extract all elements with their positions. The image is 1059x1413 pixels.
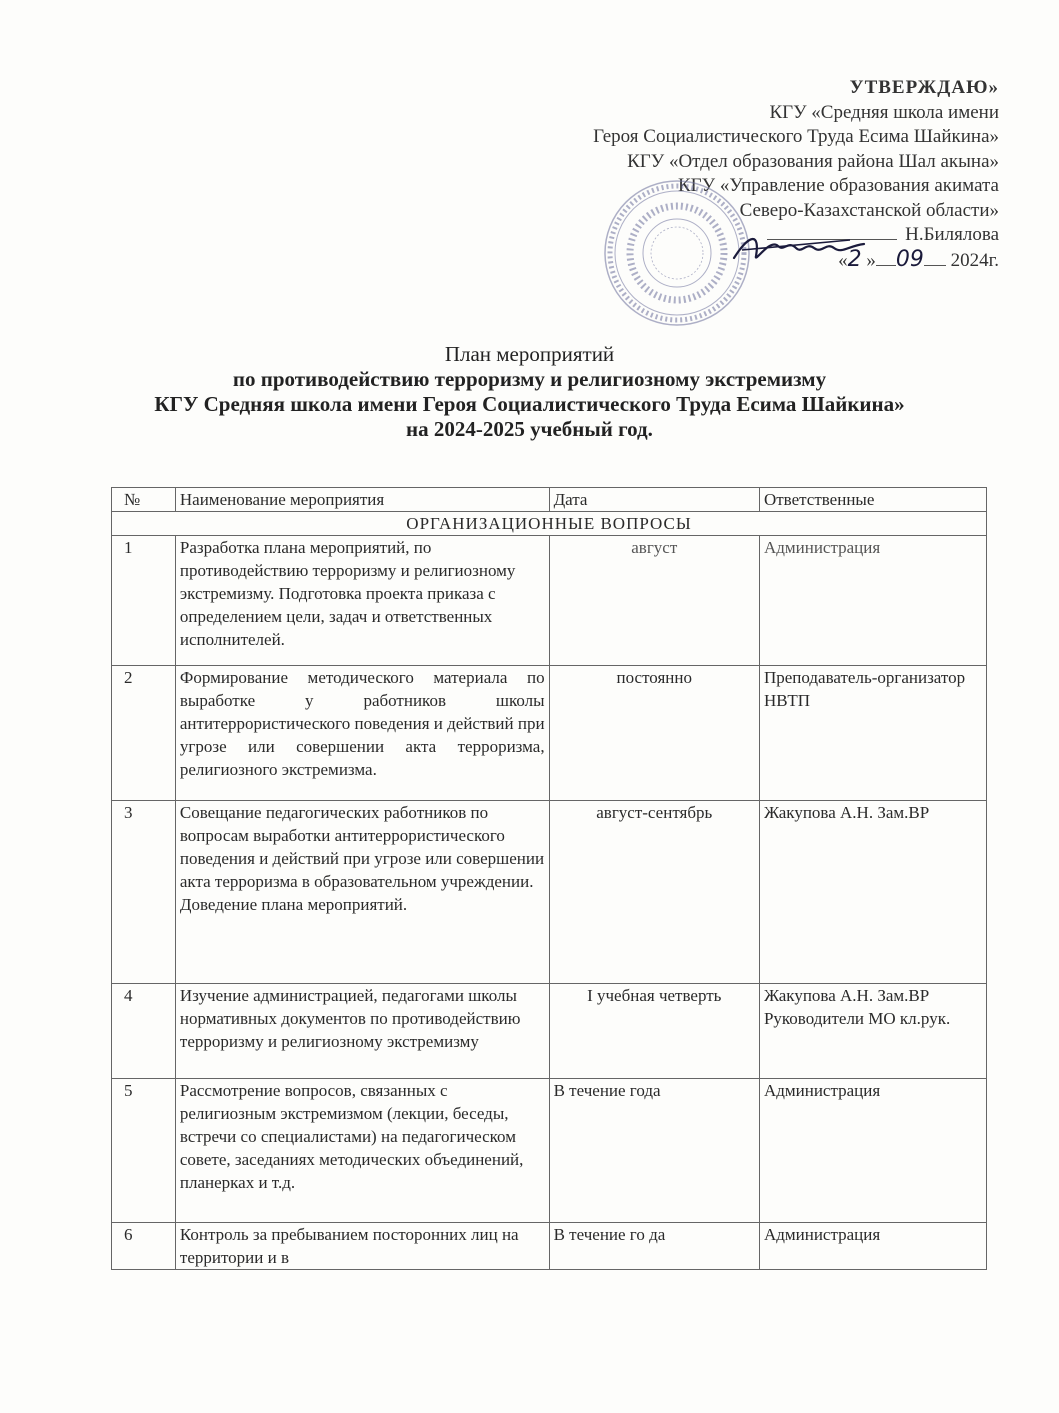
date-day: 2	[847, 246, 862, 272]
row-name: Разработка плана мероприятий, по противодействию терроризму и религиозному экстремизму. Подготовка проекта приказа с определением цели, задач и ответственных исполнителей.	[175, 536, 549, 666]
approval-line: Северо-Казахстанской области»	[739, 199, 999, 221]
table-row	[112, 1223, 987, 1270]
header-name: Наименование мероприятия	[175, 488, 549, 512]
row-name: Контроль за пребыванием посторонних лиц на территории и в	[175, 1223, 549, 1270]
approval-line: КГУ «Отдел образования района Шал акына»	[627, 150, 999, 172]
row-date: В течение го да	[549, 1223, 759, 1270]
row-name: Совещание педагогических работников по вопросам выработки антитеррористического поведения и действий при угрозе или совершении акта терроризма в образовательном учреждении. Доведение плана мероприятий.	[175, 801, 549, 984]
date-month: 09	[895, 246, 924, 272]
table-row	[112, 984, 987, 1079]
plan-title-line-2: по противодействию терроризму и религиозному экстремизму	[232, 367, 827, 391]
row-name: Изучение администрацией, педагогами школы нормативных документов по противодействию терроризму и религиозному экстремизму	[175, 984, 549, 1079]
row-num: 6	[112, 1223, 176, 1270]
plan-title-line-1: План мероприятий	[444, 342, 615, 366]
row-num: 1	[112, 536, 176, 666]
plan-title	[150, 342, 909, 442]
signatory-name: Н.Билялова	[905, 224, 999, 245]
row-date: В течение года	[549, 1079, 759, 1223]
row-date: август-сентябрь	[549, 801, 759, 984]
row-responsible: Администрация	[759, 1079, 986, 1223]
approval-line: Героя Социалистического Труда Есима Шайкина»	[593, 126, 999, 147]
approval-block	[593, 76, 999, 273]
approval-date	[593, 248, 999, 274]
row-date: постоянно	[549, 666, 759, 801]
table-row	[112, 666, 987, 801]
row-date: I учебная четверть	[549, 984, 759, 1079]
row-name: Формирование методического материала по выработке у работников школы антитеррористического поведения и действий при угрозе или совершении акта терроризма, религиозного экстремизма.	[175, 666, 549, 801]
row-responsible: Администрация	[759, 1223, 986, 1270]
row-num: 3	[112, 801, 176, 984]
date-close-quote: »	[866, 249, 876, 271]
plan-title-line-3: КГУ Средняя школа имени Героя Социалистического Труда Есима Шайкина» на 2024-2025 учебный год.	[154, 392, 905, 441]
table-row	[112, 801, 987, 984]
section-title: ОРГАНИЗАЦИОННЫЕ ВОПРОСЫ	[112, 512, 987, 536]
approval-line: КГУ «Средняя школа имени	[769, 101, 999, 123]
row-name: Рассмотрение вопросов, связанных с религиозным экстремизмом (лекции, беседы, встречи со специалистами) на педагогическом совете, заседаниях методических объединений, планерках и т.д.	[175, 1079, 549, 1223]
date-year: 2024г.	[950, 249, 999, 271]
table-header-row	[112, 488, 987, 512]
row-responsible: Администрация	[759, 536, 986, 666]
row-responsible: Жакупова А.Н. Зам.ВР	[759, 801, 986, 984]
date-open-quote: «	[838, 249, 848, 271]
table-row	[112, 536, 987, 666]
approval-line: КГУ «Управление образования акимата	[677, 175, 999, 196]
approval-title: УТВЕРЖДАЮ»	[849, 77, 999, 98]
header-responsible: Ответственные	[759, 488, 986, 512]
section-row	[112, 512, 987, 536]
table-row	[112, 1079, 987, 1223]
signature-line	[593, 223, 999, 248]
plan-table	[111, 487, 987, 1270]
row-responsible: Жакупова А.Н. Зам.ВР Руководители МО кл.рук.	[759, 984, 986, 1079]
header-date: Дата	[549, 488, 759, 512]
row-date: август	[549, 536, 759, 666]
header-num: №	[112, 488, 176, 512]
row-num: 4	[112, 984, 176, 1079]
row-responsible: Преподаватель-организатор НВТП	[759, 666, 986, 801]
row-num: 5	[112, 1079, 176, 1223]
row-num: 2	[112, 666, 176, 801]
